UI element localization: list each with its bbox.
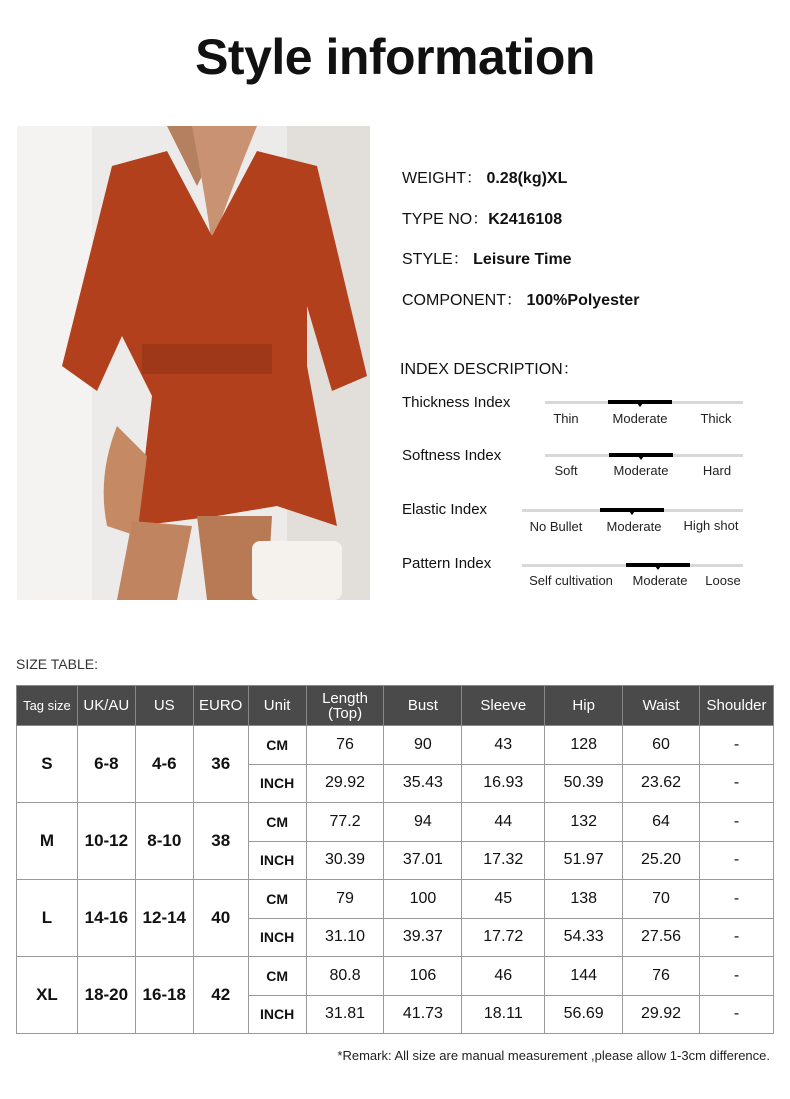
measurement-cell: 45 xyxy=(462,880,545,919)
measurement-cell: - xyxy=(699,995,773,1034)
column-header: Shoulder xyxy=(699,686,773,726)
measurement-cell: 23.62 xyxy=(623,764,700,803)
measurement-cell: 60 xyxy=(623,726,700,765)
thickness-index-label: Thickness Index xyxy=(402,394,511,411)
size-uk-cell: 10-12 xyxy=(77,803,135,880)
measurement-cell: 29.92 xyxy=(306,764,384,803)
column-header: Length (Top) xyxy=(306,686,384,726)
measurement-cell: 18.11 xyxy=(462,995,545,1034)
column-header: UK/AU xyxy=(77,686,135,726)
measurement-cell: 144 xyxy=(545,957,623,996)
pattern-index-bar xyxy=(522,564,743,567)
measurement-cell: 37.01 xyxy=(384,841,462,880)
measurement-cell: 138 xyxy=(545,880,623,919)
measurement-cell: 128 xyxy=(545,726,623,765)
option-no-bullet: No Bullet xyxy=(529,519,583,534)
measurement-cell: - xyxy=(699,803,773,842)
column-header: Bust xyxy=(384,686,462,726)
option-self-cultivation: Self cultivation xyxy=(529,573,613,588)
unit-cell: CM xyxy=(248,880,306,919)
measurement-cell: 35.43 xyxy=(384,764,462,803)
unit-cell: INCH xyxy=(248,918,306,957)
pattern-index-label: Pattern Index xyxy=(402,555,492,572)
size-table-label: SIZE TABLE: xyxy=(16,656,98,672)
measurement-cell: 46 xyxy=(462,957,545,996)
softness-index-bar xyxy=(545,454,743,457)
product-photo xyxy=(17,126,370,600)
size-tag-cell: L xyxy=(17,880,78,957)
weight-label: WEIGHT： xyxy=(402,170,482,187)
option-thin: Thin xyxy=(553,411,579,426)
table-header-row xyxy=(17,686,774,726)
size-tag-cell: M xyxy=(17,803,78,880)
size-euro-cell: 36 xyxy=(193,726,248,803)
measurement-cell: 106 xyxy=(384,957,462,996)
measurement-cell: - xyxy=(699,880,773,919)
measurement-cell: - xyxy=(699,764,773,803)
component-value: 100%Polyester xyxy=(526,292,640,309)
measurement-cell: 100 xyxy=(384,880,462,919)
thickness-index-bar xyxy=(545,401,743,404)
size-tag-cell: S xyxy=(17,726,78,803)
unit-cell: CM xyxy=(248,957,306,996)
measurement-cell: 27.56 xyxy=(623,918,700,957)
size-uk-cell: 6-8 xyxy=(77,726,135,803)
elastic-index-label: Elastic Index xyxy=(402,501,488,518)
weight-row xyxy=(402,165,567,188)
size-euro-cell: 42 xyxy=(193,957,248,1034)
option-thick: Thick xyxy=(700,411,732,426)
table-row xyxy=(17,803,774,842)
type-no-label: TYPE NO： xyxy=(402,211,489,228)
measurement-cell: 51.97 xyxy=(545,841,623,880)
measurement-cell: - xyxy=(699,726,773,765)
component-row xyxy=(402,287,639,310)
measurement-cell: - xyxy=(699,841,773,880)
column-header: Tag size xyxy=(17,686,78,726)
table-row xyxy=(17,880,774,919)
style-value: Leisure Time xyxy=(473,251,572,268)
measurement-cell: 17.32 xyxy=(462,841,545,880)
option-loose: Loose xyxy=(705,573,741,588)
table-row xyxy=(17,726,774,765)
type-no-row xyxy=(402,206,562,229)
page-title: Style information xyxy=(195,29,595,85)
size-us-cell: 12-14 xyxy=(135,880,193,957)
option-high-shot: High shot xyxy=(683,518,739,533)
option-moderate: Moderate xyxy=(612,411,668,426)
size-us-cell: 4-6 xyxy=(135,726,193,803)
option-moderate: Moderate xyxy=(613,463,669,478)
measurement-cell: 90 xyxy=(384,726,462,765)
size-euro-cell: 38 xyxy=(193,803,248,880)
measurement-cell: 64 xyxy=(623,803,700,842)
style-label: STYLE： xyxy=(402,251,469,268)
measurement-cell: 31.10 xyxy=(306,918,384,957)
measurement-cell: - xyxy=(699,918,773,957)
measurement-cell: 50.39 xyxy=(545,764,623,803)
measurement-cell: 54.33 xyxy=(545,918,623,957)
remark-note: *Remark: All size are manual measurement ,please allow 1-3cm difference. xyxy=(337,1048,770,1063)
size-us-cell: 16-18 xyxy=(135,957,193,1034)
size-tag-cell: XL xyxy=(17,957,78,1034)
softness-index-label: Softness Index xyxy=(402,447,502,464)
measurement-cell: 44 xyxy=(462,803,545,842)
measurement-cell: 30.39 xyxy=(306,841,384,880)
measurement-cell: - xyxy=(699,957,773,996)
unit-cell: INCH xyxy=(248,764,306,803)
column-header: EURO xyxy=(193,686,248,726)
style-row xyxy=(402,246,572,269)
elastic-index-bar xyxy=(522,509,743,512)
size-uk-cell: 18-20 xyxy=(77,957,135,1034)
measurement-cell: 16.93 xyxy=(462,764,545,803)
table-row xyxy=(17,957,774,996)
option-hard: Hard xyxy=(702,463,732,478)
measurement-cell: 25.20 xyxy=(623,841,700,880)
measurement-cell: 76 xyxy=(306,726,384,765)
column-header: Waist xyxy=(623,686,700,726)
column-header: Unit xyxy=(248,686,306,726)
column-header: Hip xyxy=(545,686,623,726)
measurement-cell: 77.2 xyxy=(306,803,384,842)
measurement-cell: 70 xyxy=(623,880,700,919)
measurement-cell: 76 xyxy=(623,957,700,996)
column-header: US xyxy=(135,686,193,726)
measurement-cell: 94 xyxy=(384,803,462,842)
measurement-cell: 43 xyxy=(462,726,545,765)
unit-cell: CM xyxy=(248,803,306,842)
column-header: Sleeve xyxy=(462,686,545,726)
measurement-cell: 56.69 xyxy=(545,995,623,1034)
unit-cell: INCH xyxy=(248,995,306,1034)
measurement-cell: 132 xyxy=(545,803,623,842)
option-soft: Soft xyxy=(554,463,578,478)
index-description-heading: INDEX DESCRIPTION： xyxy=(400,361,579,378)
measurement-cell: 80.8 xyxy=(306,957,384,996)
size-table xyxy=(16,685,774,1034)
measurement-cell: 79 xyxy=(306,880,384,919)
weight-value: 0.28(kg)XL xyxy=(486,170,568,187)
measurement-cell: 17.72 xyxy=(462,918,545,957)
unit-cell: INCH xyxy=(248,841,306,880)
measurement-cell: 31.81 xyxy=(306,995,384,1034)
measurement-cell: 29.92 xyxy=(623,995,700,1034)
unit-cell: CM xyxy=(248,726,306,765)
size-us-cell: 8-10 xyxy=(135,803,193,880)
component-label: COMPONENT： xyxy=(402,292,523,309)
measurement-cell: 39.37 xyxy=(384,918,462,957)
measurement-cell: 41.73 xyxy=(384,995,462,1034)
option-moderate: Moderate xyxy=(632,573,688,588)
size-euro-cell: 40 xyxy=(193,880,248,957)
type-no-value: K2416108 xyxy=(488,211,563,228)
option-moderate: Moderate xyxy=(606,519,662,534)
size-uk-cell: 14-16 xyxy=(77,880,135,957)
